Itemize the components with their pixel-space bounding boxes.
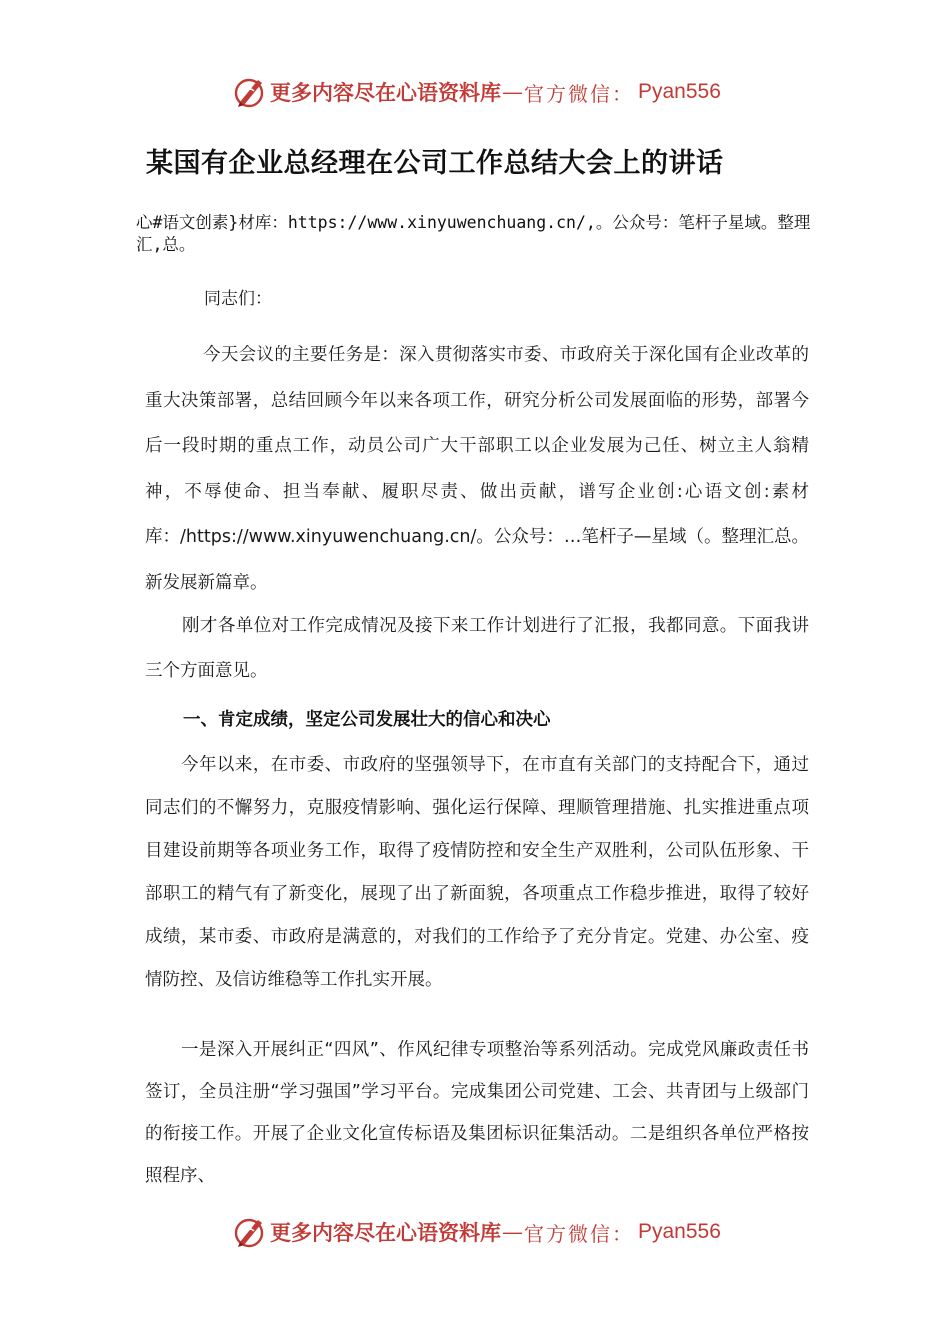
banner-dash: — — [502, 80, 523, 104]
pen-in-circle-icon — [232, 74, 268, 110]
document-title: 某国有企业总经理在公司工作总结大会上的讲话 — [146, 148, 724, 179]
pen-in-circle-icon — [232, 1214, 268, 1250]
source-line: 心#语文创素}材库：https://www.xinyuwenchuang.cn/,。公众号：笔杆子星域。整理汇,总。 — [136, 213, 811, 254]
banner-wechat-label: 官方微信： — [524, 1221, 634, 1246]
paragraph-3: 今年以来，在市委、市政府的坚强领导下，在市直有关部门的支持配合下，通过同志们的不懈努力，克服疫情影响、强化运行保障、理顺管理措施、扎实推进重点项目建设前期等各项业务工作，取得了疫情防控和安全生产双胜利，公司队伍形象、干部职工的精气有了新变化，展现了出了新面貌，各项重点工作稳步推进，取得了较好成绩，某市委、市政府是满意的，对我们的工作给予了充分肯定。党建、办公室、疫情防控、及信访维稳等工作扎实开展。 — [145, 755, 809, 990]
header-watermark-banner — [232, 72, 732, 112]
banner-wechat-id: Pyan556 — [638, 1220, 721, 1243]
banner-brand-text: 更多内容尽在心语资料库 — [270, 1220, 501, 1245]
paragraph-1: 今天会议的主要任务是：深入贯彻落实市委、市政府关于深化国有企业改革的重大决策部署，总结回顾今年以来各项工作，研究分析公司发展面临的形势，部署今后一段时期的重点工作，动员公司广大干部职工以企业发展为己任、树立主人翁精神，不辱使命、担当奉献、履职尽责、做出贡献，谱写企业创:心语文创:素材库：/https://www.xinyuwenchuang.cn/。公众号：…笔杆子—星域（。整理汇总。新发展新篇章。 — [145, 345, 809, 593]
section-heading-1: 一、肯定成绩，坚定公司发展壮大的信心和决心 — [183, 710, 551, 730]
paragraph-2: 刚才各单位对工作完成情况及接下来工作计划进行了汇报，我都同意。下面我讲三个方面意见。 — [145, 616, 809, 681]
paragraph-4: 一是深入开展纠正“四风”、作风纪律专项整治等系列活动。完成党风廉政责任书签订，全员注册“学习强国”学习平台。完成集团公司党建、工会、共青团与上级部门的衔接工作。开展了企业文化宣传标语及集团标识征集活动。二是组织各单位严格按照程序、 — [145, 1040, 809, 1186]
banner-dash: — — [502, 1220, 523, 1244]
banner-brand-text: 更多内容尽在心语资料库 — [270, 80, 501, 105]
footer-watermark-banner — [232, 1212, 732, 1252]
banner-wechat-label: 官方微信： — [524, 81, 634, 106]
greeting: 同志们： — [204, 289, 272, 309]
banner-wechat-id: Pyan556 — [638, 80, 721, 103]
